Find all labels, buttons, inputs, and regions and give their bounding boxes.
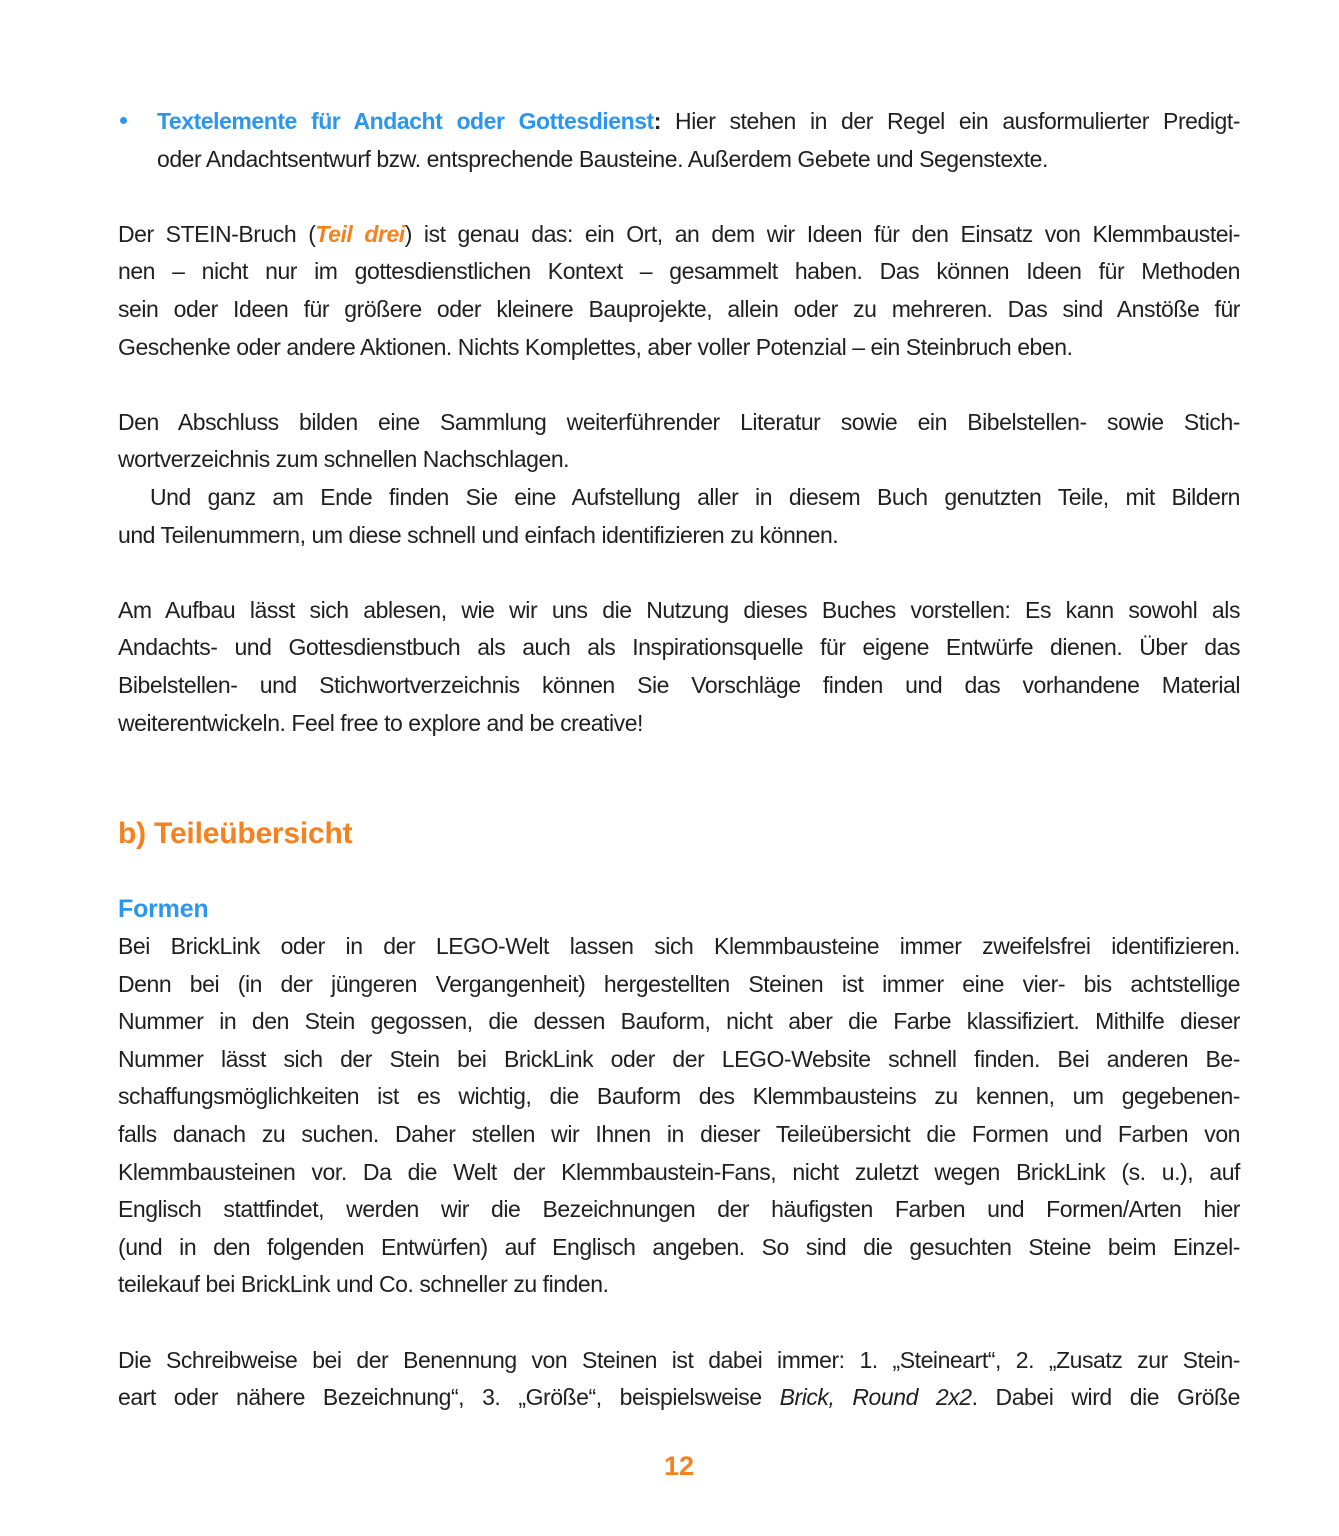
text-line: Den Abschluss bilden eine Sammlung weiterführender Literatur sowie ein Bibelstellen- sowie Stich- — [118, 408, 1240, 435]
text-line: Denn bei (in der jüngeren Vergangenheit) hergestellten Steinen ist immer eine vier- bis achtstellige — [118, 970, 1240, 997]
paragraph-aufbau — [118, 592, 1240, 742]
text-line: Die Schreibweise bei der Benennung von Steinen ist dabei immer: 1. „Steineart“, 2. „Zusatz zur Stein- — [118, 1346, 1240, 1373]
text-line: Am Aufbau lässt sich ablesen, wie wir uns die Nutzung dieses Buches vorstellen: Es kann sowohl als — [118, 596, 1240, 623]
text-line — [157, 103, 1240, 141]
page-content — [118, 0, 1240, 1417]
text-line — [118, 1379, 1240, 1417]
text-line: Nummer lässt sich der Stein bei BrickLink oder der LEGO-Website schnell finden. Bei anderen Be- — [118, 1045, 1240, 1072]
schreibweise-pre: eart oder nähere Bezeichnung“, 3. „Größe“, beispielsweise — [118, 1384, 780, 1411]
text-line: (und in den folgenden Entwürfen) auf Englisch angeben. So sind die gesuchten Steine beim Einzel- — [118, 1233, 1240, 1260]
paragraph-steinbruch — [118, 216, 1240, 366]
text-line: weiterentwickeln. Feel free to explore and be creative! — [118, 709, 643, 736]
text-line: nen – nicht nur im gottesdienstlichen Kontext – gesammelt haben. Das können Ideen für Methoden — [118, 258, 1240, 285]
bullet-line1-rest: Hier stehen in der Regel ein ausformulierter Predigt- — [660, 108, 1240, 134]
subheading-formen: Formen — [118, 895, 209, 924]
text-line: Bibelstellen- und Stichwortverzeichnis können Sie Vorschläge finden und das vorhandene Material — [118, 671, 1240, 698]
schreibweise-post: . Dabei wird die Größe — [971, 1384, 1240, 1411]
text-line: Klemmbausteinen vor. Da die Welt der Klemmbaustein-Fans, nicht zuletzt wegen BrickLink (s. u.), auf — [118, 1158, 1240, 1185]
section-heading-teileuebersicht: b) Teileübersicht — [118, 817, 353, 851]
text-line: sein oder Ideen für größere oder kleinere Bauprojekte, allein oder zu mehreren. Das sind Anstöße für — [118, 295, 1240, 322]
brick-round-example: Brick, Round 2x2 — [779, 1384, 972, 1411]
text-line: Geschenke oder andere Aktionen. Nichts Komplettes, aber voller Potenzial – ein Steinbruch eben. — [118, 333, 1073, 360]
text-line: Bei BrickLink oder in der LEGO-Welt lassen sich Klemmbausteine immer zweifelsfrei identifizieren. — [118, 933, 1240, 960]
bullet-separator: : — [653, 108, 661, 134]
steinbruch-post: ) ist genau das: ein Ort, an dem wir Ideen für den Einsatz von Klemmbaustei- — [404, 220, 1240, 247]
paragraph-ende — [118, 479, 1240, 554]
text-line: falls danach zu suchen. Daher stellen wir Ihnen in dieser Teileübersicht die Formen und Farben von — [118, 1121, 1240, 1148]
paragraph-abschluss — [118, 404, 1240, 479]
text-line: oder Andachtsentwurf bzw. entsprechende Bausteine. Außerdem Gebete und Segenstexte. — [157, 145, 1048, 172]
text-line: schaffungsmöglichkeiten ist es wichtig, die Bauform des Klemmbausteins zu kennen, um gegebenen- — [118, 1083, 1240, 1110]
bullet-lead: Textelemente für Andacht oder Gottesdienst — [157, 108, 654, 134]
paragraph-schreibweise — [118, 1342, 1240, 1417]
bullet-item — [118, 103, 1240, 178]
page-number: 12 — [663, 1451, 695, 1481]
text-line: Und ganz am Ende finden Sie eine Aufstellung aller in diesem Buch genutzten Teile, mit Bildern — [150, 483, 1240, 510]
text-line: Andachts- und Gottesdienstbuch als auch als Inspirationsquelle für eigene Entwürfe dienen. Über das — [118, 634, 1240, 661]
text-line: Nummer in den Stein gegossen, die dessen Bauform, nicht aber die Farbe klassifiziert. Mithilfe dieser — [118, 1008, 1240, 1035]
paragraph-formen — [118, 928, 1240, 1304]
text-line: Englisch stattfindet, werden wir die Bezeichnungen der häufigsten Farben und Formen/Arten hier — [118, 1196, 1240, 1223]
text-line: teilekauf bei BrickLink und Co. schneller zu finden. — [118, 1271, 609, 1298]
steinbruch-pre: Der STEIN-Bruch ( — [118, 220, 316, 247]
text-line: und Teilenummern, um diese schnell und einfach identifizieren zu können. — [118, 521, 839, 548]
bullet-icon — [120, 117, 127, 124]
text-line — [118, 216, 1240, 254]
text-line: wortverzeichnis zum schnellen Nachschlagen. — [118, 446, 570, 473]
teil-drei-highlight: Teil drei — [315, 220, 405, 247]
